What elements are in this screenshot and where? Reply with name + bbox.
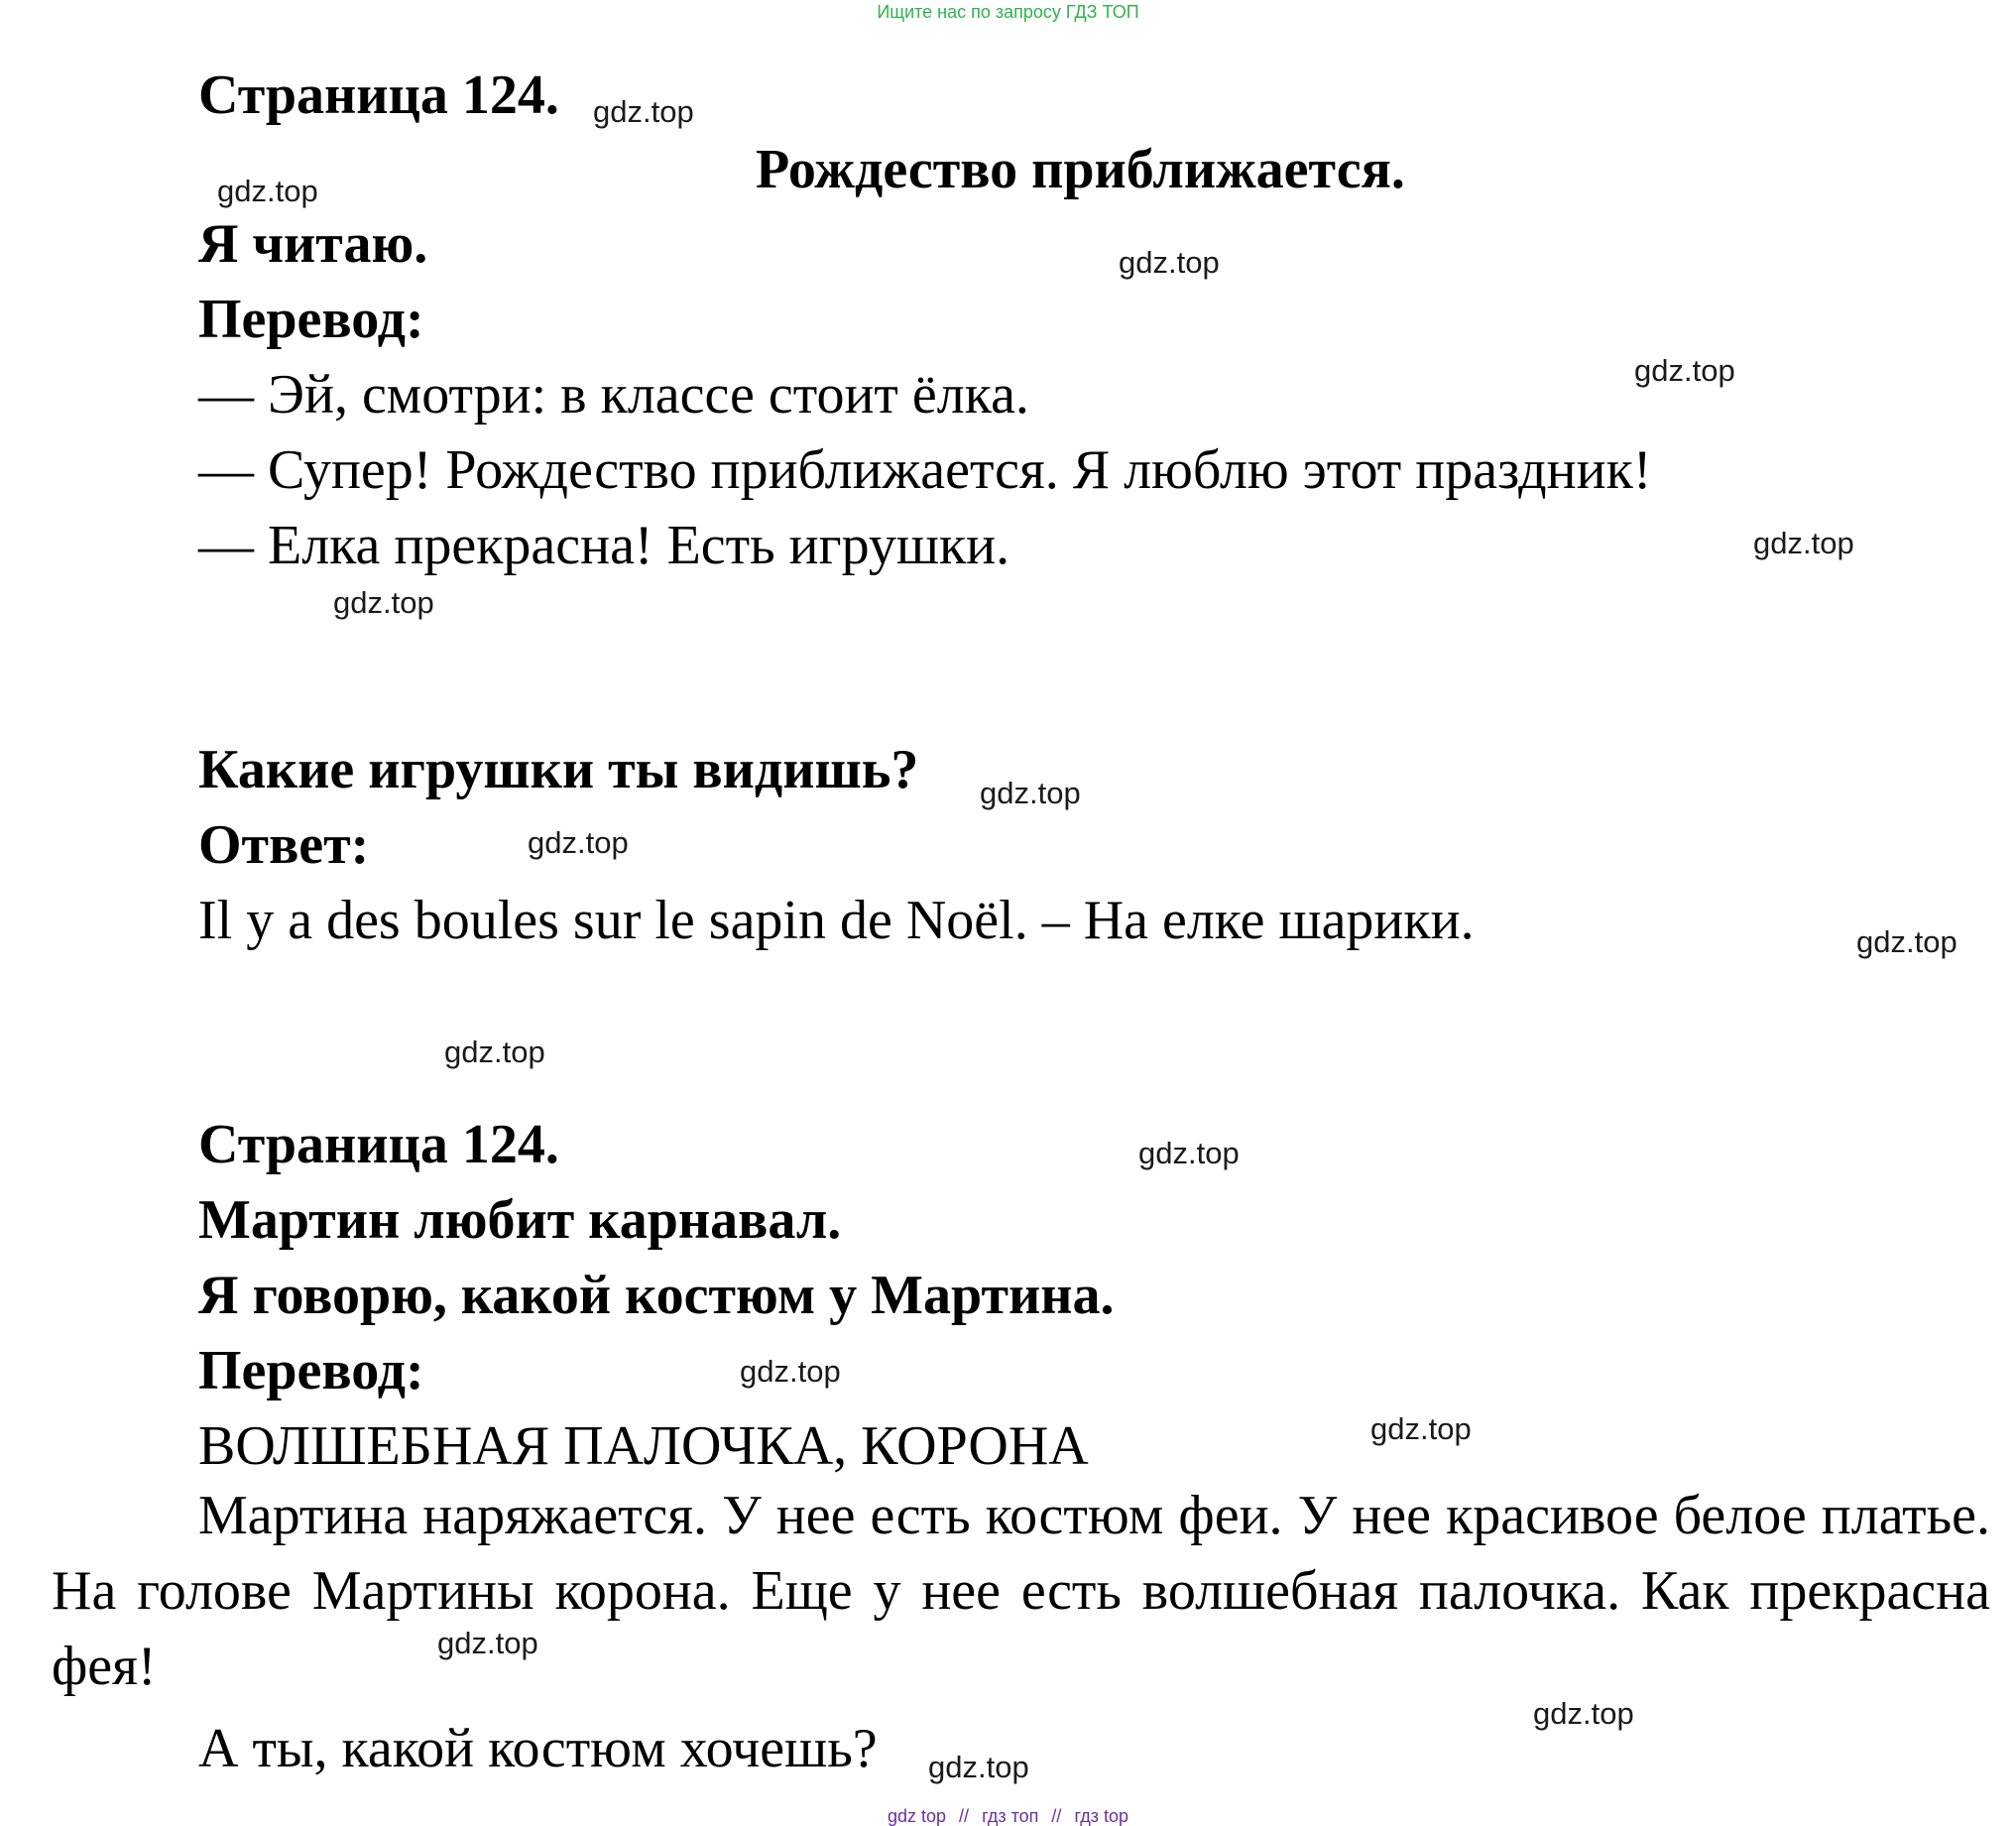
page-label: Страница 124. [198, 1114, 559, 1175]
watermark-text: gdz.top [444, 1035, 545, 1069]
footer-separator: // [1051, 1806, 1062, 1826]
question-heading: Какие игрушки ты видишь? [198, 739, 919, 800]
subheading: Я читаю. [198, 213, 428, 275]
footer-link[interactable]: gdz top [887, 1806, 947, 1826]
watermark-text: gdz.top [217, 174, 318, 208]
closing-question: А ты, какой костюм хочешь? [198, 1718, 878, 1779]
answer-text: Il y a des boules sur le sapin de Noël. – На елке шарики. [198, 890, 1475, 951]
dialogue-line: — Супер! Рождество приближается. Я люблю этот праздник! [198, 439, 1652, 501]
footer-link[interactable]: гдз топ [982, 1806, 1039, 1826]
footer-separator: // [959, 1806, 970, 1826]
watermark-text: gdz.top [528, 825, 629, 860]
watermark-text: gdz.top [1753, 526, 1854, 560]
top-banner: Ищите нас по запросу ГДЗ ТОП [877, 2, 1139, 22]
dialogue-line: — Эй, смотри: в классе стоит ёлка. [198, 364, 1029, 426]
dialogue-line: — Елка прекрасна! Есть игрушки. [198, 515, 1010, 576]
watermark-text: gdz.top [1856, 924, 1957, 959]
answer-label: Ответ: [198, 814, 370, 876]
watermark-text: gdz.top [928, 1750, 1029, 1784]
footer-link[interactable]: гдз top [1074, 1806, 1128, 1826]
watermark-text: gdz.top [1138, 1136, 1240, 1170]
watermark-text: gdz.top [1370, 1411, 1472, 1446]
watermark-text: gdz.top [1119, 245, 1220, 280]
footer-links [0, 1807, 2016, 1825]
watermark-text: gdz.top [593, 94, 694, 129]
section-title: Рождество приближается. [756, 139, 1405, 200]
watermark-text: gdz.top [437, 1626, 538, 1660]
watermark-text: gdz.top [1634, 353, 1735, 388]
watermark-text: gdz.top [740, 1354, 841, 1389]
vocabulary-words: ВОЛШЕБНАЯ ПАЛОЧКА, КОРОНА [198, 1415, 1089, 1477]
watermark-text: gdz.top [980, 776, 1081, 810]
page-label: Страница 124. [198, 64, 559, 126]
section-title: Мартин любит карнавал. [198, 1189, 842, 1251]
watermark-text: gdz.top [1533, 1696, 1634, 1731]
story-paragraph: Мартина наряжается. У нее есть костюм феи. У нее красивое белое платье. На голове Мартины корона. Еще у нее есть волшебная палочка. Как прекрасна фея! [52, 1485, 1990, 1697]
watermark-text: gdz.top [333, 585, 434, 620]
translation-label: Перевод: [198, 1340, 424, 1401]
translation-label: Перевод: [198, 289, 424, 350]
subheading: Я говорю, какой костюм у Мартина. [198, 1265, 1115, 1326]
